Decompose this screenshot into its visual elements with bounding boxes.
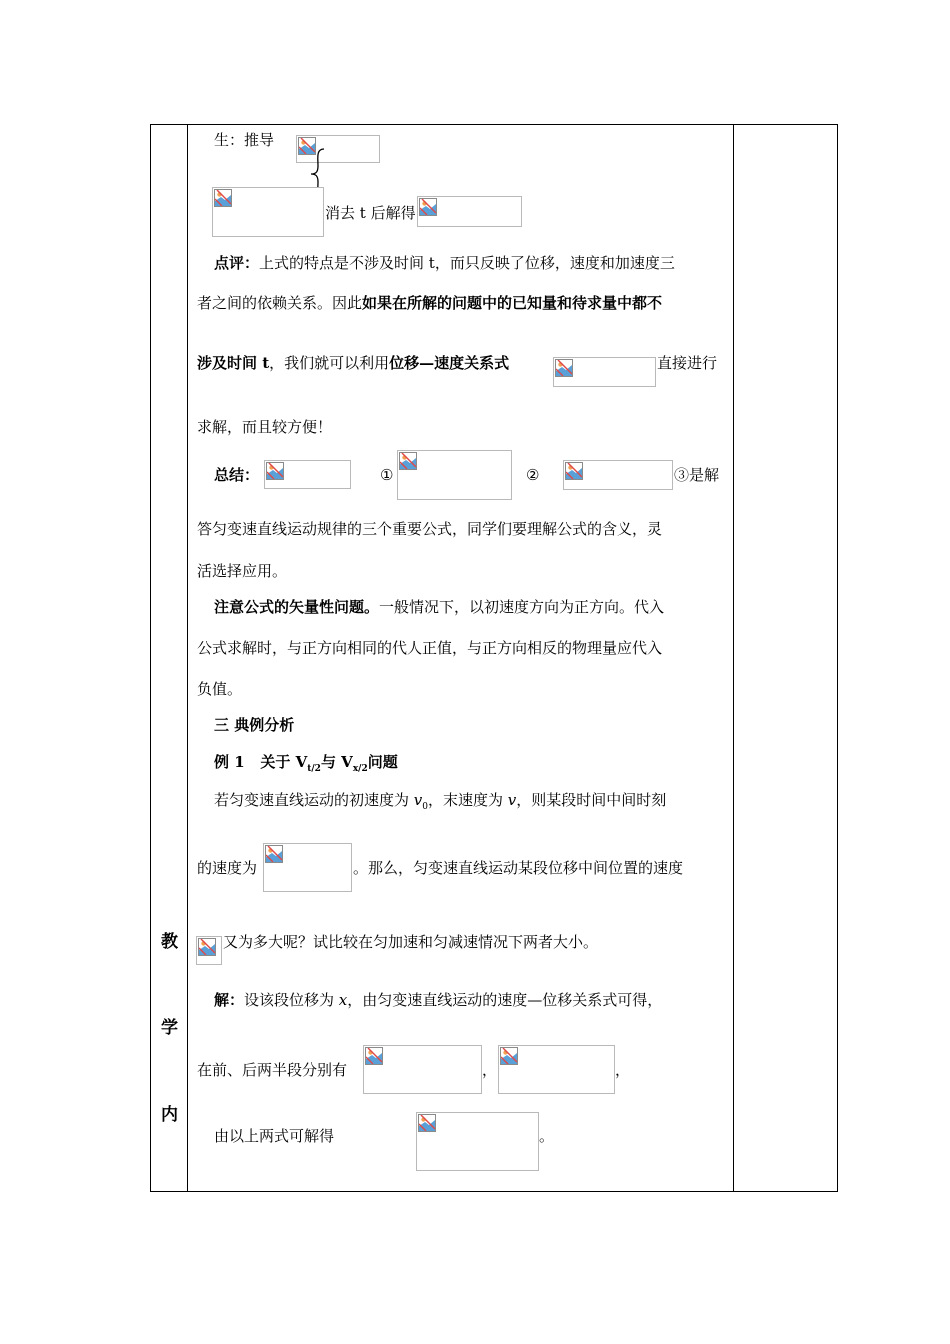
review-label: 点评： [214,254,260,272]
review-text: 上式的特点是不涉及时间 t，而只反映了位移，速度和加速度三 [259,254,675,272]
formula-image [563,460,673,490]
summary-line-2: 答匀变速直线运动规律的三个重要公式，同学们要理解公式的含义，灵 [197,520,663,538]
example-line-2b: 。那么，匀变速直线运动某段位移中间位置的速度 [353,859,684,877]
formula-image [363,1045,482,1094]
image-placeholder-icon [500,1047,518,1065]
image-placeholder-icon [214,189,232,207]
solution-label: 解： [214,991,245,1009]
example-label: 例 1 [214,753,245,771]
formula-image [417,196,522,227]
image-placeholder-icon [419,198,437,216]
formula-image [263,843,352,892]
review-line-2 [197,293,662,313]
image-placeholder-icon [266,462,284,480]
review-text: ，我们就可以利用 [269,354,390,372]
notice-line-1 [214,597,664,617]
column-divider-right [733,125,734,1191]
derivation-lead: 生：推导 [214,131,275,149]
solution-comma: ， [615,1061,631,1079]
image-placeholder-icon [418,1114,436,1132]
subscript: x/2 [352,764,368,774]
notice-bold-text: 注意公式的矢量性问题。 [214,598,380,616]
image-placeholder-icon [265,845,283,863]
example-line-3: 又为多大呢？试比较在匀加速和匀减速情况下两者大小。 [223,933,599,951]
summary-tail: ③是解 [674,466,720,484]
eliminate-t-text: 消去 t 后解得 [325,204,416,222]
summary-mark-2: ② [526,466,540,484]
solution-period: 。 [539,1127,555,1145]
solution-text: 设该段位移为 [244,991,339,1009]
example-text: ，则某段时间中间时刻 [516,791,667,809]
formula-image [397,450,512,500]
image-placeholder-icon [365,1047,383,1065]
side-label-1: 教 [161,932,178,952]
notice-line-2: 公式求解时，与正方向相同的代人正值，与正方向相反的物理量应代入 [197,639,663,657]
review-line-4: 求解，而且较方便！ [197,418,333,436]
variable: v [507,791,517,809]
formula-image [498,1045,615,1094]
solution-comma: ， [482,1061,498,1079]
review-text: 者之间的依赖关系。因此 [197,294,363,312]
subscript: t/2 [307,764,321,774]
image-placeholder-icon [555,359,573,377]
example-title [214,752,398,779]
image-placeholder-icon [565,462,583,480]
review-line-3-tail: 直接进行 [657,354,718,372]
solution-line-3: 由以上两式可解得 [214,1127,335,1145]
example-text: 若匀变速直线运动的初速度为 [214,791,414,809]
solution-line-1 [214,990,662,1010]
formula-image [196,936,222,965]
review-line-3 [197,353,509,373]
example-title-part: 问题 [367,753,398,771]
review-bold-text: 如果在所解的问题中的已知量和待求量中都不 [362,294,663,312]
side-label-2: 学 [161,1018,178,1038]
summary-mark-1: ① [380,466,394,484]
summary-label: 总结： [214,466,260,484]
formula-image [264,460,351,489]
variable: x [338,991,348,1009]
variable: v [413,791,423,809]
side-label-3: 内 [161,1105,178,1125]
notice-text: 一般情况下，以初速度方向为正方向。代入 [379,598,665,616]
review-bold-text: 涉及时间 t [197,354,270,372]
example-title-part: 与 V [320,753,353,771]
image-placeholder-icon [198,938,216,956]
example-line-2a: 的速度为 [197,859,258,877]
section-title: 三 典例分析 [214,716,295,734]
formula-image [416,1112,539,1171]
review-bold-text: 位移—速度关系式 [389,354,510,372]
image-placeholder-icon [399,452,417,470]
example-line-1 [214,790,666,817]
review-line-1 [214,253,675,273]
example-text: ，末速度为 [428,791,508,809]
solution-text: ，由匀变速直线运动的速度—位移关系式可得， [347,991,663,1009]
formula-image [212,187,324,237]
table-frame [150,124,838,1192]
example-title-part: 关于 V [260,753,308,771]
solution-line-2: 在前、后两半段分别有 [197,1061,348,1079]
notice-line-3: 负值。 [197,680,243,698]
formula-image [553,357,656,387]
subscript: 0 [422,802,428,812]
summary-line-3: 活选择应用。 [197,562,288,580]
